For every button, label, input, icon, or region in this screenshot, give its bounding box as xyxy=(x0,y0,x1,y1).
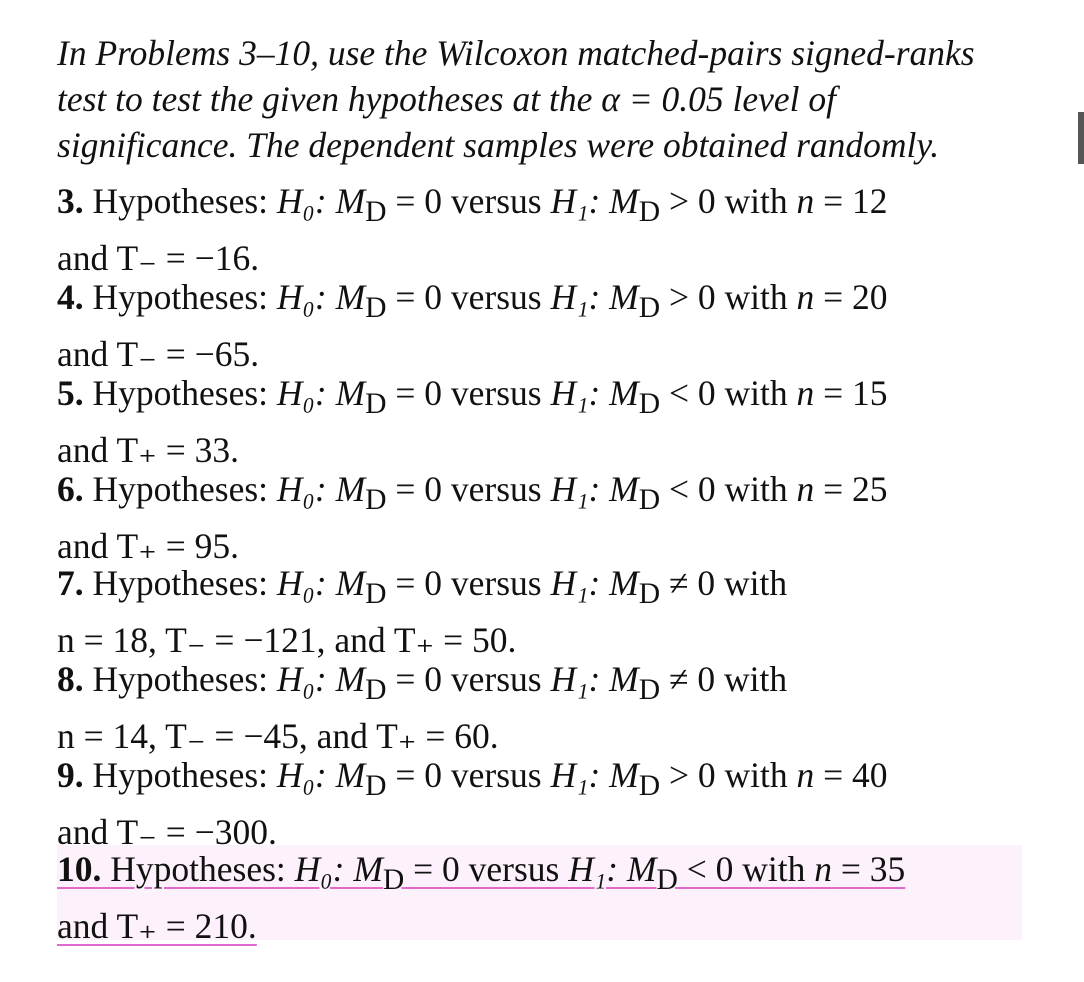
problem-line-2: n = 18, T₋ = −121, and T₊ = 50. xyxy=(57,620,517,661)
sub: D xyxy=(365,196,387,229)
sub: D xyxy=(638,292,661,325)
txt: ≠ 0 with xyxy=(660,659,788,699)
txt: = 0 versus xyxy=(386,373,551,413)
sub: D xyxy=(638,674,661,707)
problem-6 xyxy=(57,466,1017,569)
problem-number: 7. xyxy=(57,563,84,603)
sub: D xyxy=(638,388,661,421)
label: Hypotheses: xyxy=(92,563,277,603)
sub: D xyxy=(365,292,387,325)
h1: H₁: M xyxy=(550,277,639,317)
problem-line-2: and T₋ = −16. xyxy=(57,238,260,279)
sub: D xyxy=(638,578,661,611)
label: Hypotheses: xyxy=(92,659,277,699)
nval: = 40 xyxy=(814,755,888,795)
label: Hypotheses: xyxy=(92,181,277,221)
n: n xyxy=(814,849,833,889)
txt: < 0 with xyxy=(660,373,797,413)
problem-line-2: and T₋ = −65. xyxy=(57,334,260,375)
problem-3 xyxy=(57,178,1017,281)
h1: H₁: M xyxy=(550,373,639,413)
h0: H₀: M xyxy=(276,373,366,413)
txt: = 0 versus xyxy=(386,563,551,603)
txt: = 0 versus xyxy=(386,181,551,221)
label: Hypotheses: xyxy=(92,373,277,413)
label: Hypotheses: xyxy=(110,849,295,889)
problem-line-2: and T₊ = 33. xyxy=(57,430,240,471)
label: Hypotheses: xyxy=(92,277,277,317)
sub: D xyxy=(365,578,387,611)
h1: H₁: M xyxy=(568,849,657,889)
txt: ≠ 0 with xyxy=(660,563,788,603)
h0: H₀: M xyxy=(276,181,366,221)
problem-10 xyxy=(57,846,1017,949)
h0: H₀: M xyxy=(276,277,366,317)
problem-line-1 xyxy=(57,846,1017,903)
sub: D xyxy=(365,770,387,803)
problem-line-1 xyxy=(57,274,1017,331)
h0: H₀: M xyxy=(276,469,366,509)
txt: = 0 versus xyxy=(386,469,551,509)
txt: < 0 with xyxy=(677,849,815,889)
txt: = 0 versus xyxy=(386,755,551,795)
problem-line-2: and T₊ = 95. xyxy=(57,526,240,567)
problem-4 xyxy=(57,274,1017,377)
sub: D xyxy=(656,864,678,897)
problem-line-1 xyxy=(57,466,1017,523)
problem-number: 8. xyxy=(57,659,84,699)
h1: H₁: M xyxy=(550,755,639,795)
n: n xyxy=(796,277,815,317)
problem-line-1 xyxy=(57,370,1017,427)
problem-number: 5. xyxy=(57,373,84,413)
problem-number: 4. xyxy=(57,277,84,317)
sub: D xyxy=(638,770,661,803)
h1: H₁: M xyxy=(550,181,639,221)
page-edge-mark xyxy=(1078,112,1084,164)
problem-7 xyxy=(57,560,1017,663)
txt: > 0 with xyxy=(660,181,797,221)
nval: = 25 xyxy=(814,469,888,509)
txt: = 0 versus xyxy=(386,277,551,317)
label: Hypotheses: xyxy=(92,469,277,509)
sub: D xyxy=(638,196,661,229)
problem-number: 9. xyxy=(57,755,84,795)
txt: > 0 with xyxy=(660,755,797,795)
h0: H₀: M xyxy=(276,755,366,795)
problem-line-1 xyxy=(57,656,1017,713)
nval: = 15 xyxy=(814,373,888,413)
h0: H₀: M xyxy=(276,563,366,603)
label: Hypotheses: xyxy=(92,755,277,795)
nval: = 12 xyxy=(814,181,888,221)
sub: D xyxy=(365,674,387,707)
txt: < 0 with xyxy=(660,469,797,509)
problem-line-2: and T₋ = −300. xyxy=(57,812,277,853)
n: n xyxy=(796,755,815,795)
txt: = 0 versus xyxy=(404,849,569,889)
sub: D xyxy=(638,484,661,517)
h1: H₁: M xyxy=(550,469,639,509)
n: n xyxy=(796,181,815,221)
txt: > 0 with xyxy=(660,277,797,317)
problem-9 xyxy=(57,752,1017,855)
n: n xyxy=(796,373,815,413)
h1: H₁: M xyxy=(550,563,639,603)
problem-line-1 xyxy=(57,560,1017,617)
h0: H₀: M xyxy=(276,659,366,699)
problem-line-1 xyxy=(57,178,1017,235)
problem-line-2: n = 14, T₋ = −45, and T₊ = 60. xyxy=(57,716,499,757)
txt: = 0 versus xyxy=(386,659,551,699)
h0: H₀: M xyxy=(294,849,383,889)
problem-number: 3. xyxy=(57,181,84,221)
nval: = 35 xyxy=(832,849,906,889)
problem-5 xyxy=(57,370,1017,473)
nval: = 20 xyxy=(814,277,888,317)
n: n xyxy=(796,469,815,509)
problem-line-1 xyxy=(57,752,1017,809)
problem-number: 6. xyxy=(57,469,84,509)
problem-number: 10. xyxy=(57,849,102,889)
sub: D xyxy=(365,388,387,421)
sub: D xyxy=(365,484,387,517)
problem-8 xyxy=(57,656,1017,759)
problem-line-2: and T₊ = 210. xyxy=(57,906,257,947)
instructions-paragraph: In Problems 3–10, use the Wilcoxon matched-pairs signed-ranks test to test the given hypotheses at the α = 0.05 level of significance. The dependent samples were obtained randomly. xyxy=(57,33,975,165)
sub: D xyxy=(382,864,405,897)
h1: H₁: M xyxy=(550,659,639,699)
